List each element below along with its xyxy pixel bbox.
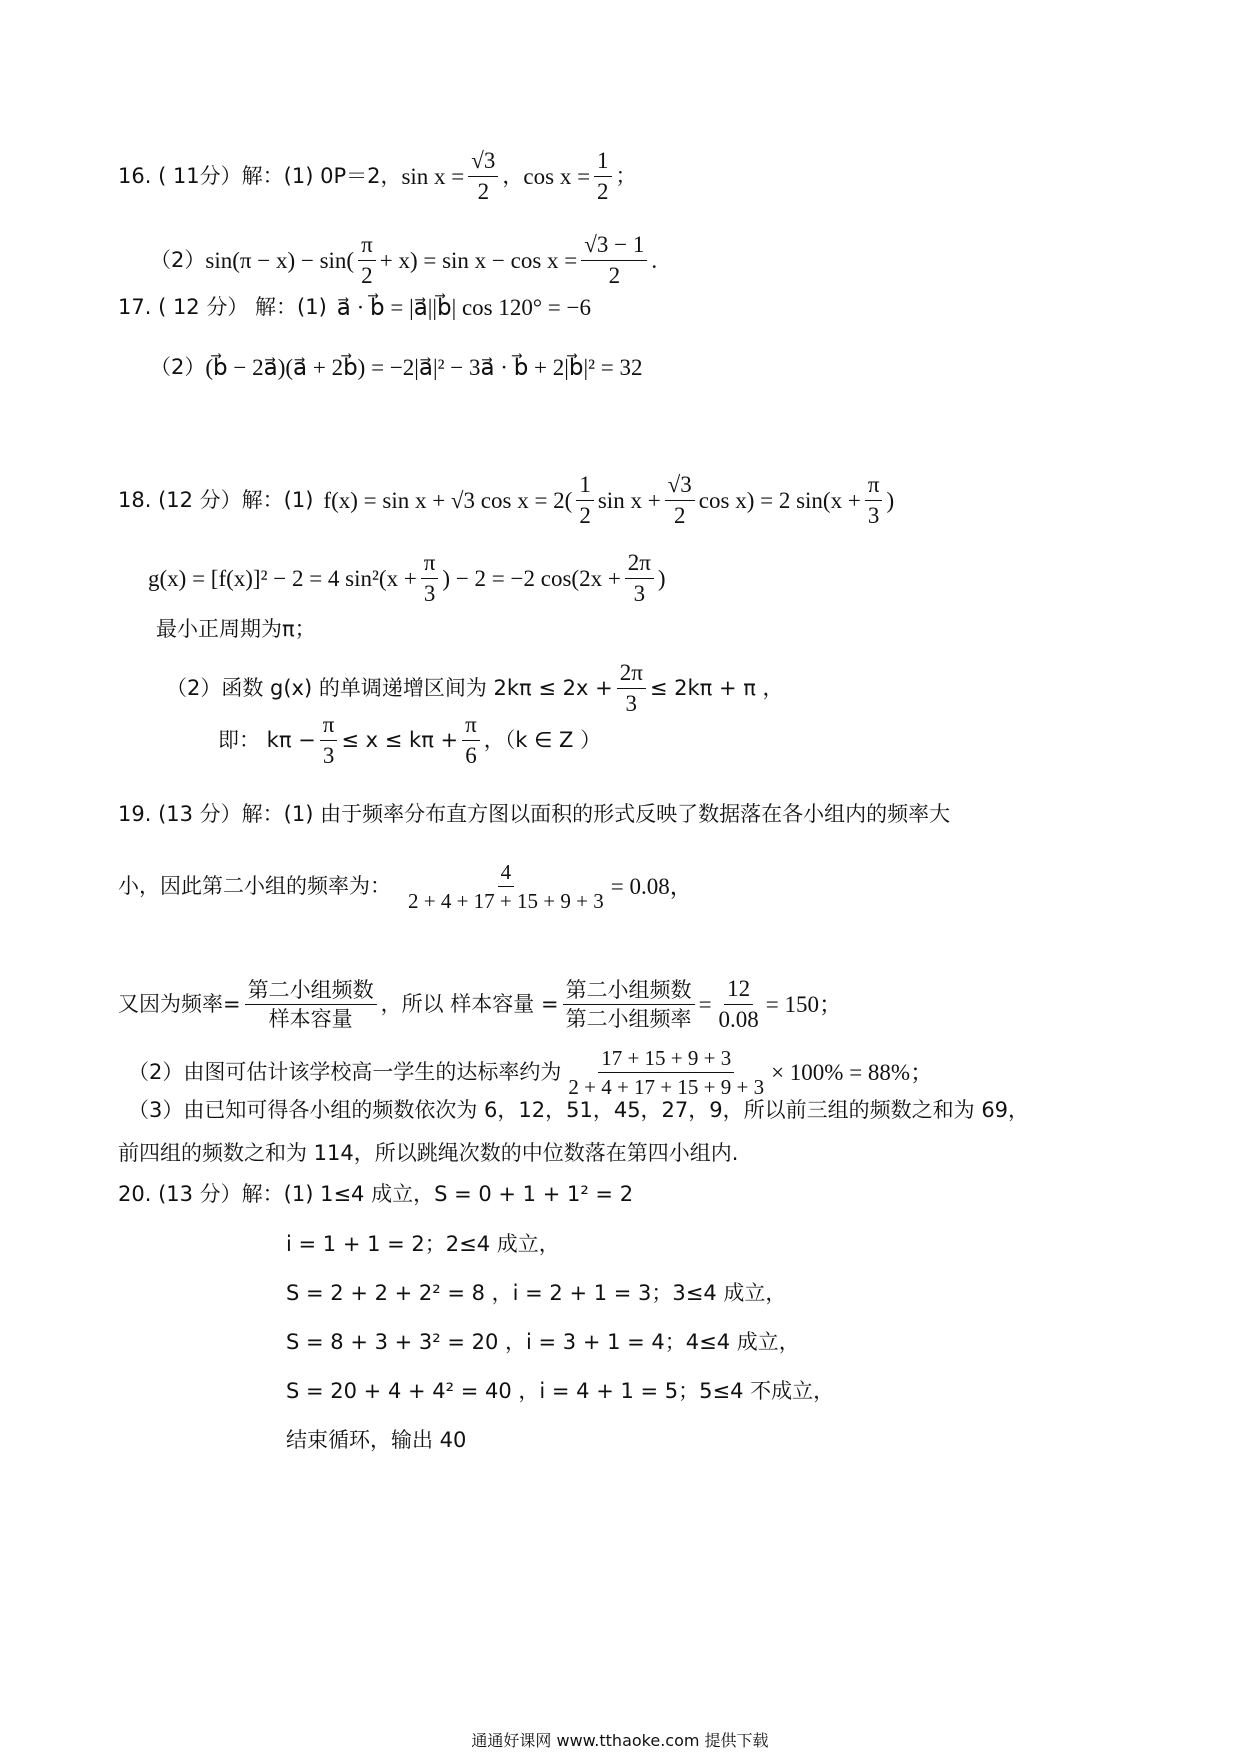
q18-ji-pi-sixth-fraction: $\frac{\pi}{6}$	[462, 712, 480, 770]
q17-line2: （2） (b⃗ − 2a⃗)(a⃗ + 2b⃗) = −2|a⃗|² − 3a⃗ · b⃗ + 2|b⃗|² = 32	[150, 355, 643, 380]
q18-period: 最小正周期为π；	[156, 617, 316, 641]
q19-freq-def-fraction: $\frac{\text{第二小组频数}}{\text{样本容量}}$	[245, 978, 377, 1031]
q18-interval-fraction: $\frac{2\pi}{3}$	[617, 660, 646, 718]
q18-line1: 18. (12 分）解：(1) f(x) = sin x + √3 cos x = 2( $\frac{1}{2}$ sin x + $\frac{√3}{2}$ cos x) = 2 sin(x + $\frac{\pi}{3}$ )	[118, 472, 895, 529]
q19-line2: 小，因此第二小组的频率为： $\frac{4}{2 + 4 + 17 + 15 + 9 + 3}$ = 0.08，	[118, 860, 693, 914]
q20-line2: i = 1 + 1 = 2；2≤4 成立，	[286, 1232, 560, 1256]
q16-label: 16. ( 11分）解：(1) 0P＝2，	[118, 164, 402, 189]
q20-line1: 20. (13 分）解：(1) 1≤4 成立，S = 0 + 1 + 1² = 2	[118, 1182, 634, 1206]
q16-cos-fraction: $\frac{1}{2}$	[594, 148, 612, 206]
q17-line1	[118, 296, 591, 319]
q19-rate-fraction: $\frac{17 + 15 + 9 + 3}{2 + 4 + 17 + 15 + 9 + 3}$	[568, 1046, 765, 1100]
q16-result-fraction: $\frac{√3 - 1}{2}$	[581, 232, 647, 290]
q18-line4: （2）函数 g(x) 的单调递增区间为 2kπ ≤ 2x + $\frac{2\pi}{3}$ ≤ 2kπ + π ，	[166, 660, 784, 717]
q20-line4: S = 8 + 3 + 3² = 20 ，i = 3 + 1 = 4；4≤4 成立，	[286, 1330, 800, 1354]
q18-line2: g(x) = [f(x)]² − 2 = 4 sin²(x + $\frac{\pi}{3}$ ) − 2 = −2 cos(2x + $\frac{2\pi}{3}$ )	[148, 550, 666, 607]
q20-line3: S = 2 + 2 + 2² = 8 ，i = 2 + 1 = 3；3≤4 成立，	[286, 1281, 787, 1305]
q18-half-fraction: $\frac{1}{2}$	[576, 472, 594, 530]
q18-root3-half-fraction: $\frac{√3}{2}$	[665, 472, 695, 530]
q17-part1-expr: a⃗ · b⃗ = |a⃗||b⃗| cos 120° = −6	[336, 295, 592, 320]
q16-sin-lhs: sin x =	[401, 164, 465, 190]
q19-line3: 又因为频率= $\frac{\text{第二小组频数}}{\text{样本容量}}$ ，所以 样本容量 = $\frac{\text{第二小组频数}}{\text{第二小组频率}}$ = $\frac{12}{0.08}$ = 150；	[118, 976, 843, 1033]
q19-line5: （3）由已知可得各小组的频数依次为 6，12，51，45，27，9，所以前三组的频数之和为 69，	[128, 1098, 1030, 1122]
q18-label: 18. (12 分）解：(1)	[118, 488, 314, 513]
q20-line5: S = 20 + 4 + 4² = 40 ，i = 4 + 1 = 5；5≤4 不成立，	[286, 1379, 835, 1403]
q19-freq-fraction: $\frac{4}{2 + 4 + 17 + 15 + 9 + 3}$	[408, 860, 604, 914]
q18-g-2pi-third-fraction: $\frac{2\pi}{3}$	[625, 550, 654, 608]
q17-label: 17. ( 12 分） 解：(1)	[118, 295, 327, 319]
q16-line1: 16. ( 11分）解：(1) 0P＝2， sin x = $\frac{√3}{2}$ ， cos x = $\frac{1}{2}$ ；	[118, 148, 637, 205]
q19-line6: 前四组的频数之和为 114，所以跳绳次数的中位数落在第四小组内.	[118, 1141, 739, 1165]
q16-sin-fraction: $\frac{√3}{2}$	[468, 148, 498, 206]
q18-ji-pi-third-fraction: $\frac{\pi}{3}$	[320, 712, 338, 770]
q19-line1: 19. (13 分）解：(1) 由于频率分布直方图以面积的形式反映了数据落在各小组内的频率大	[118, 802, 951, 826]
page-footer: 通通好课网 www.tthaoke.com 提供下载	[471, 1731, 769, 1750]
q18-g-pi-third-fraction: $\frac{\pi}{3}$	[421, 550, 439, 608]
q19-line4: （2）由图可估计该学校高一学生的达标率约为 $\frac{17 + 15 + 9 + 3}{2 + 4 + 17 + 15 + 9 + 3}$ × 100% = 88%；	[128, 1046, 934, 1100]
q19-sample-size-fraction: $\frac{\text{第二小组频数}}{\text{第二小组频率}}$	[563, 978, 695, 1031]
q19-value-fraction: $\frac{12}{0.08}$	[718, 976, 759, 1033]
q17-part2-expr: (b⃗ − 2a⃗)(a⃗ + 2b⃗) = −2|a⃗|² − 3a⃗ · b⃗ + 2|b⃗|² = 32	[205, 355, 643, 380]
q16-line2: （2） sin(π − x) − sin( $\frac{\pi}{2}$ + x) = sin x − cos x = $\frac{√3 - 1}{2}$ .	[150, 232, 658, 289]
q16-cos-lhs: cos x =	[523, 164, 591, 190]
q16-pi-half-fraction: $\frac{\pi}{2}$	[358, 232, 376, 290]
q20-line6: 结束循环，输出 40	[286, 1428, 467, 1452]
q18-pi-third-fraction: $\frac{\pi}{3}$	[865, 472, 883, 530]
q18-line5: 即： kπ − $\frac{\pi}{3}$ ≤ x ≤ kπ + $\frac{\pi}{6}$ ，（k ∈ Z ）	[218, 712, 602, 769]
